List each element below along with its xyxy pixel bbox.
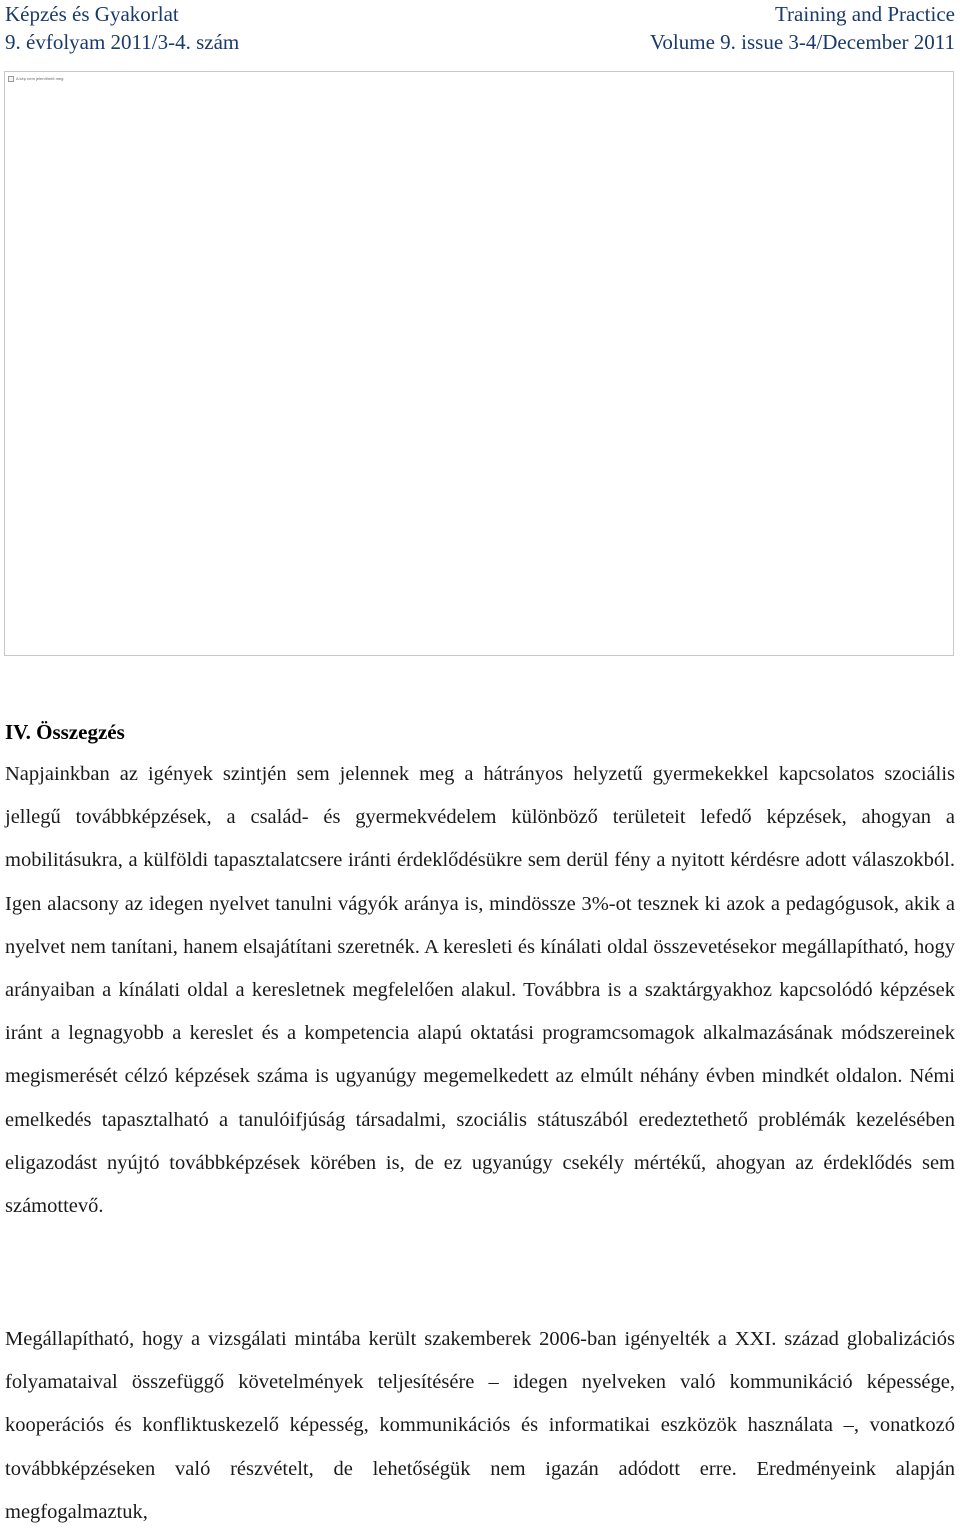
journal-title-en: Training and Practice (774, 2, 955, 26)
header-left (5, 0, 239, 56)
journal-volume-hu: 9. évfolyam 2011/3-4. szám (5, 30, 240, 54)
figure-placeholder (4, 71, 954, 656)
header-right (650, 0, 955, 56)
journal-title-hu: Képzés és Gyakorlat (5, 2, 179, 26)
broken-image-text: A kép nem jeleníthető meg. (16, 76, 65, 81)
broken-image (8, 75, 64, 83)
page-header (5, 0, 955, 60)
section-title: IV. Összegzés (5, 720, 125, 744)
broken-image-icon (8, 76, 14, 82)
paragraph: Megállapítható, hogy a vizsgálati mintába került szakemberek 2006-ban igényelték a XXI. század globalizációs folyamataival összefüggő követelmények teljesítésére – idegen nyelveken való kommunikáció képessége, kooperációs és konfliktuskezelő képesség, kommunikációs és informatikai eszközök használata –, vonatkozó továbbképzéseken való részvételt, de lehetőségük nem igazán adódott erre. Eredményeink alapján megfogalmaztuk, (5, 1328, 955, 1523)
journal-volume-en: Volume 9. issue 3-4/December 2011 (649, 30, 955, 54)
paragraph: Napjainkban az igények szintjén sem jelennek meg a hátrányos helyzetű gyermekekkel kapcsolatos szociális jellegű továbbképzések, a család- és gyermekvédelem különböző területeit lefedő képzések, ahogyan a mobilitásukra, a külföldi tapasztalatcsere iránti érdeklődésükre sem derül fény a nyitott kérdésre adott válaszokból. Igen alacsony az idegen nyelvet tanulni vágyók aránya is, mindössze 3%-ot tesznek ki azok a pedagógusok, akik a nyelvet nem tanítani, hanem elsajátítani szeretnék. A keresleti és kínálati oldal összevetésekor megállapítható, hogy arányaiban a kínálati oldal a keresletnek megfelelően alakul. Továbbra is a szaktárgyakhoz kapcsolódó képzések iránt a legnagyobb a kereslet és a kompetencia alapú oktatási programcsomagok alkalmazásának módszereinek megismerését célzó képzések száma is ugyanúgy megemelkedett az elmúlt néhány évben mindkét oldalon. Némi emelkedés tapasztalható a tanulóifjúság társadalmi, szociális státuszából eredeztethető problémák kezelésében eligazodást nyújtó továbbképzések körében is, de ez ugyanúgy csekély mértékű, ahogyan az érdeklődés sem számottevő. (5, 763, 955, 1218)
